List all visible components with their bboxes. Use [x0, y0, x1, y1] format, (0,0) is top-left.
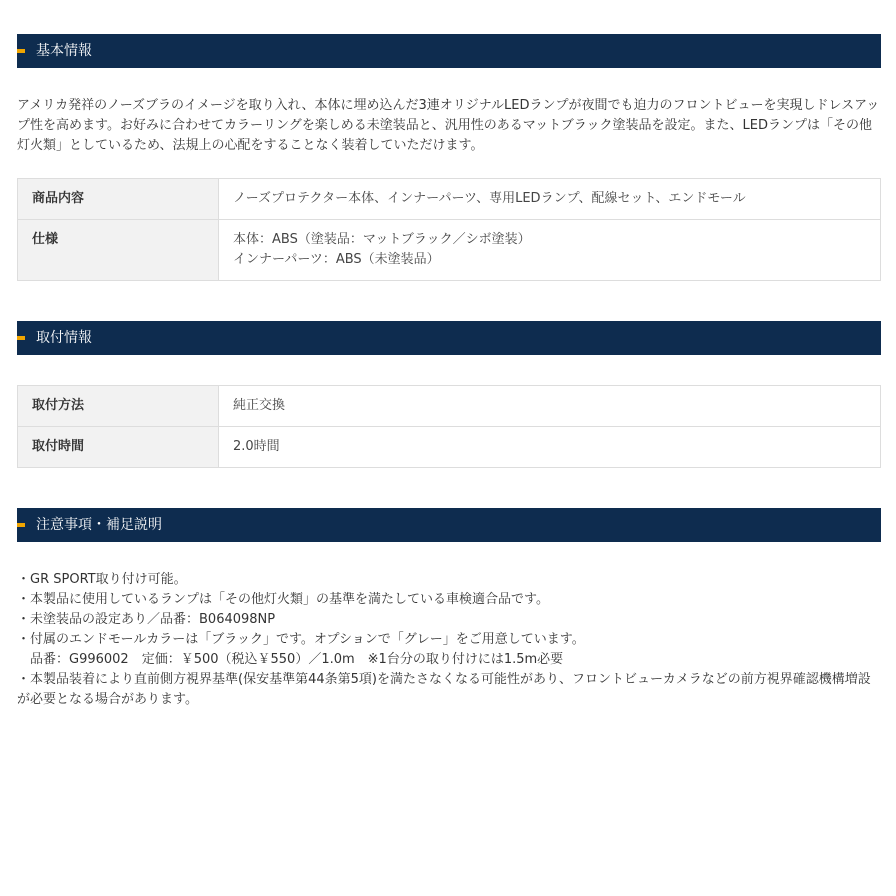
- accent-bar: [17, 523, 25, 527]
- table-row: [18, 220, 881, 281]
- table-row: [18, 427, 881, 468]
- table-row: [18, 386, 881, 427]
- section-title: 基本情報: [36, 43, 92, 59]
- row-value: [219, 179, 881, 220]
- basic-info-table: [17, 178, 881, 281]
- note-line: ・GR SPORT取り付け可能。: [17, 572, 187, 587]
- row-value-line: インナーパーツ：ABS（未塗装品）: [233, 252, 440, 267]
- note-line: 品番：G996002 定価：￥500（税込￥550）／1.0m ※1台分の取り付けには1.5m必要: [17, 652, 564, 667]
- note-line: ・本製品に使用しているランプは「その他灯火類」の基準を満たしている車検適合品です。: [17, 592, 549, 607]
- row-label: 商品内容: [18, 179, 219, 220]
- accent-bar: [17, 49, 25, 53]
- product-description: アメリカ発祥のノーズブラのイメージを取り入れ、本体に埋め込んだ3連オリジナルLEDランプが夜間でも迫力のフロントビューを実現しドレスアップ性を高めます。お好みに合わせてカラーリングを楽しめる未塗装品と、汎用性のあるマットブラック塗装品を設定。また、LEDランプは「その他灯火類」としているため、法規上の心配をすることなく装着していただけます。: [17, 98, 880, 153]
- row-value: 純正交換: [219, 386, 881, 427]
- table-row: [18, 179, 881, 220]
- row-label: 仕様: [18, 220, 219, 281]
- install-info-table: [17, 385, 881, 468]
- section-title: 取付情報: [36, 330, 92, 346]
- row-value: 2.0時間: [219, 427, 881, 468]
- row-value-line: ノーズプロテクター本体、インナーパーツ、専用LEDランプ、配線セット、エンドモール: [233, 191, 746, 206]
- notes-list: [17, 570, 883, 710]
- section-header-notes: [17, 508, 881, 542]
- row-value: [219, 220, 881, 281]
- row-label: 取付時間: [18, 427, 219, 468]
- accent-bar: [17, 336, 25, 340]
- section-title: 注意事項・補足説明: [36, 517, 162, 533]
- row-label: 取付方法: [18, 386, 219, 427]
- note-line: ・本製品装着により直前側方視界基準(保安基準第44条第5項)を満たさなくなる可能性があり、フロントビューカメラなどの前方視界確認機構増設が必要となる場合があります。: [17, 672, 871, 707]
- note-line: ・未塗装品の設定あり／品番：B064098NP: [17, 612, 276, 627]
- section-header-basic-info: [17, 34, 881, 68]
- note-line: ・付属のエンドモールカラーは「ブラック」です。オプションで「グレー」をご用意しています。: [17, 632, 585, 647]
- section-header-install-info: [17, 321, 881, 355]
- row-value-line: 本体：ABS（塗装品：マットブラック／シボ塗装）: [233, 232, 531, 247]
